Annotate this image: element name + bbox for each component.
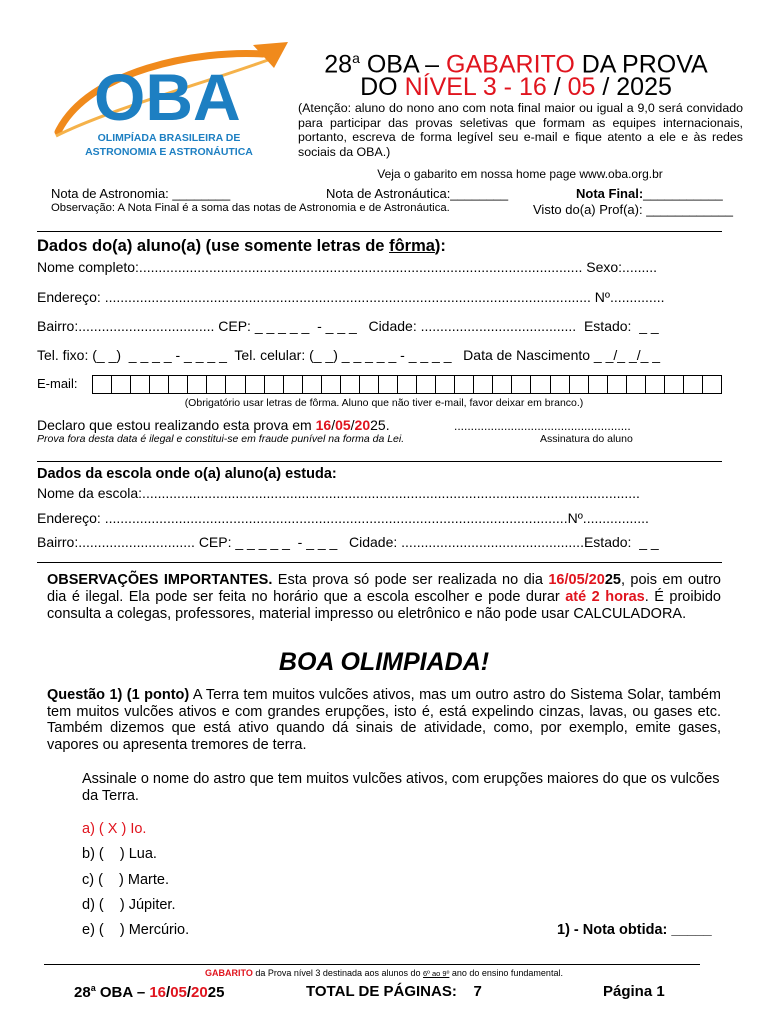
student-heading-text: Dados do(a) aluno(a) (use somente letras de xyxy=(37,237,390,255)
email-char-box[interactable] xyxy=(531,375,550,394)
observations-hours: até 2 horas xyxy=(565,589,645,605)
signature-line[interactable]: ..................................................... xyxy=(454,419,631,433)
email-char-box[interactable] xyxy=(627,375,646,394)
email-char-box[interactable] xyxy=(589,375,608,394)
school-address-field[interactable]: Endereço: .......................................................................................................................Nº................. xyxy=(37,510,649,526)
email-char-box[interactable] xyxy=(341,375,360,394)
footer-date xyxy=(74,983,224,1001)
email-char-box[interactable] xyxy=(703,375,722,394)
email-char-box[interactable] xyxy=(112,375,131,394)
declaration-sep2: / xyxy=(350,417,355,433)
email-char-box[interactable] xyxy=(379,375,398,394)
email-char-box[interactable] xyxy=(169,375,188,394)
school-heading: Dados da escola onde o(a) aluno(a) estuda: xyxy=(37,466,337,482)
declaration-month: 05 xyxy=(335,417,351,433)
option-b[interactable]: b) ( ) Lua. xyxy=(82,846,157,862)
fraud-warning: Prova fora desta data é ilegal e constitui-se em fraude punível na forma da Lei. xyxy=(37,433,405,445)
email-char-box[interactable] xyxy=(131,375,150,394)
declaration-day: 16 xyxy=(315,417,332,433)
oba-logo xyxy=(48,40,290,164)
declaration xyxy=(37,417,390,433)
email-char-box[interactable] xyxy=(360,375,379,394)
final-grade-label: Nota Final: xyxy=(576,186,644,201)
footer-total-pages: TOTAL DE PÁGINAS: 7 xyxy=(306,983,482,1000)
observations-text-b: , pois em outro dia é ilegal. Ela pode ser feita no horário que a escola escolher e pode durar xyxy=(47,572,721,605)
footer-sep1: / xyxy=(166,984,171,1001)
footer-year-b: 25 xyxy=(207,984,225,1001)
question-1-text xyxy=(47,687,721,753)
student-heading-forma: fôrma xyxy=(389,237,435,255)
email-label: E-mail: xyxy=(37,376,78,391)
footer-divider xyxy=(44,964,700,965)
title-ordinal: a xyxy=(352,50,360,66)
question-1-instruction: Assinale o nome do astro que tem muitos vulcões ativos, com erupções maiores do que os vulcões da Terra. xyxy=(82,771,720,804)
student-heading-end: ): xyxy=(434,237,446,255)
student-phones-field[interactable]: Tel. fixo: (_ _) _ _ _ _ - _ _ _ _ Tel. celular: (_ _) _ _ _ _ _ - _ _ _ _ Data de Nascimento _ _/_ _/_ _ xyxy=(37,347,661,363)
final-grade-blank: ___________ xyxy=(643,186,723,201)
declaration-sep1: / xyxy=(331,417,336,433)
logo-line2: ASTRONOMIA E ASTRONÁUTICA xyxy=(85,146,253,158)
footer-grades: 6º ao 9º xyxy=(423,969,450,978)
title-sep1: / xyxy=(546,73,568,101)
footer-year-a: 20 xyxy=(191,984,208,1001)
observations-date: 16/05/20 xyxy=(548,572,605,588)
email-char-box[interactable] xyxy=(646,375,665,394)
footer-note-a: da Prova nível 3 destinada aos alunos do xyxy=(252,968,424,978)
astronomy-grade: Nota de Astronomia: ________ xyxy=(51,186,231,201)
title-oba: OBA – xyxy=(359,50,447,79)
signature-label: Assinatura do aluno xyxy=(540,433,633,445)
email-char-box[interactable] xyxy=(608,375,627,394)
title-number: 28 xyxy=(324,50,353,79)
email-char-box[interactable] xyxy=(512,375,531,394)
email-char-box[interactable] xyxy=(226,375,245,394)
email-input-boxes[interactable] xyxy=(92,375,722,394)
school-neighborhood-field[interactable]: Bairro:.............................. CEP: _ _ _ _ _ - _ _ _ Cidade: ...............................................Estado: _ _ xyxy=(37,534,659,550)
option-e[interactable]: e) ( ) Mercúrio. xyxy=(82,922,190,938)
title-month: 05 xyxy=(567,73,596,101)
page-title-line2 xyxy=(296,73,736,101)
email-char-box[interactable] xyxy=(188,375,207,394)
email-char-box[interactable] xyxy=(92,375,112,394)
question-1-label: Questão 1) (1 ponto) xyxy=(47,687,190,703)
footer-number: 28 xyxy=(74,984,91,1001)
option-c[interactable]: c) ( ) Marte. xyxy=(82,872,169,888)
student-address-field[interactable]: Endereço: ............................................................................................................................. Nº.............. xyxy=(37,289,665,305)
title-da-prova: DA PROVA xyxy=(574,50,708,79)
email-char-box[interactable] xyxy=(322,375,341,394)
footer-note xyxy=(0,968,768,978)
title-do: DO xyxy=(360,73,405,101)
observations-text-a: Esta prova só pode ser realizada no dia xyxy=(272,572,549,588)
email-char-box[interactable] xyxy=(474,375,493,394)
email-char-box[interactable] xyxy=(284,375,303,394)
option-d[interactable]: d) ( ) Júpiter. xyxy=(82,897,176,913)
email-char-box[interactable] xyxy=(493,375,512,394)
oba-logo-graphic xyxy=(48,40,290,164)
logo-line1: OLIMPÍADA BRASILEIRA DE xyxy=(97,132,241,144)
footer-note-b: ano do ensino fundamental. xyxy=(449,968,563,978)
email-note: (Obrigatório usar letras de fôrma. Aluno que não tiver e-mail, favor deixar em branco.) xyxy=(184,397,584,409)
email-char-box[interactable] xyxy=(265,375,284,394)
divider xyxy=(37,562,722,563)
email-char-box[interactable] xyxy=(455,375,474,394)
greeting: BOA OLIMPIADA! xyxy=(278,648,490,676)
email-char-box[interactable] xyxy=(417,375,436,394)
title-level: NÍVEL 3 - 16 xyxy=(404,73,547,101)
declaration-year-b: 25. xyxy=(370,417,390,433)
observations-label: OBSERVAÇÕES IMPORTANTES. xyxy=(47,572,273,588)
email-char-box[interactable] xyxy=(551,375,570,394)
footer-month: 05 xyxy=(170,984,187,1001)
title-year: / 2025 xyxy=(595,73,672,101)
observations-date-end: 25 xyxy=(604,572,621,588)
question-1-body: A Terra tem muitos vulcões ativos, mas um outro astro do Sistema Solar, também tem muitos vulcões ativos e com grandes erupções, isto é, está expelindo cinzas, lavas, ou gases etc. Também dizemos que está ativo quando dá sinais de atividade, como, por exemplo, emite gases, vapores ou apresenta tremores de terra. xyxy=(47,687,721,753)
email-char-box[interactable] xyxy=(150,375,169,394)
attention-notice: (Atenção: aluno do nono ano com nota final maior ou igual a 9,0 será convidado para participar das provas seletivas que formam as equipes internacionais, portanto, escreva de forma legível seu e-mail e fique atento a ele e às redes sociais da OBA.) xyxy=(298,101,743,159)
footer-gabarito: GABARITO xyxy=(205,968,253,978)
question-1-score[interactable]: 1) - Nota obtida: _____ xyxy=(557,922,712,938)
email-char-box[interactable] xyxy=(665,375,684,394)
final-grade xyxy=(576,186,723,201)
grade-observation: Observação: A Nota Final é a soma das notas de Astronomia e de Astronáutica. xyxy=(51,202,450,214)
email-char-box[interactable] xyxy=(398,375,417,394)
footer-sep2: / xyxy=(186,984,192,1001)
email-char-box[interactable] xyxy=(207,375,226,394)
email-char-box[interactable] xyxy=(436,375,455,394)
divider xyxy=(37,461,722,462)
footer-ordinal: a xyxy=(90,983,96,993)
homepage-note: Veja o gabarito em nossa home page www.oba.org.br xyxy=(377,167,663,181)
student-name-field[interactable]: Nome completo:.................................................................................................................. Sexo:......... xyxy=(37,259,658,275)
email-char-box[interactable] xyxy=(246,375,265,394)
option-a[interactable]: a) ( X ) Io. xyxy=(82,821,147,837)
title-gabarito: GABARITO xyxy=(446,50,575,79)
student-heading xyxy=(37,237,446,256)
footer-oba: OBA – xyxy=(95,984,150,1001)
astronautics-grade: Nota de Astronáutica:________ xyxy=(326,186,509,201)
logo-big-text: OBA xyxy=(94,60,241,134)
observations-text-c: . É proibido consulta a colegas, professores, material impresso ou eletrônico e não pode usar CALCULADORA. xyxy=(47,589,721,622)
declaration-text: Declaro que estou realizando esta prova em xyxy=(37,417,316,433)
student-neighborhood-field[interactable]: Bairro:................................... CEP: _ _ _ _ _ - _ _ _ Cidade: ........................................ Estado: _ _ xyxy=(37,318,659,334)
school-name-field[interactable]: Nome da escola:................................................................................................................................ xyxy=(37,485,640,501)
declaration-year-a: 20 xyxy=(354,417,371,433)
email-char-box[interactable] xyxy=(684,375,703,394)
email-char-box[interactable] xyxy=(303,375,322,394)
divider xyxy=(37,231,722,232)
email-char-box[interactable] xyxy=(570,375,589,394)
important-observations xyxy=(47,572,721,623)
teacher-visto: Visto do(a) Prof(a): ____________ xyxy=(533,202,733,217)
footer-page-number: Página 1 xyxy=(603,983,665,1000)
footer-day: 16 xyxy=(149,984,167,1001)
